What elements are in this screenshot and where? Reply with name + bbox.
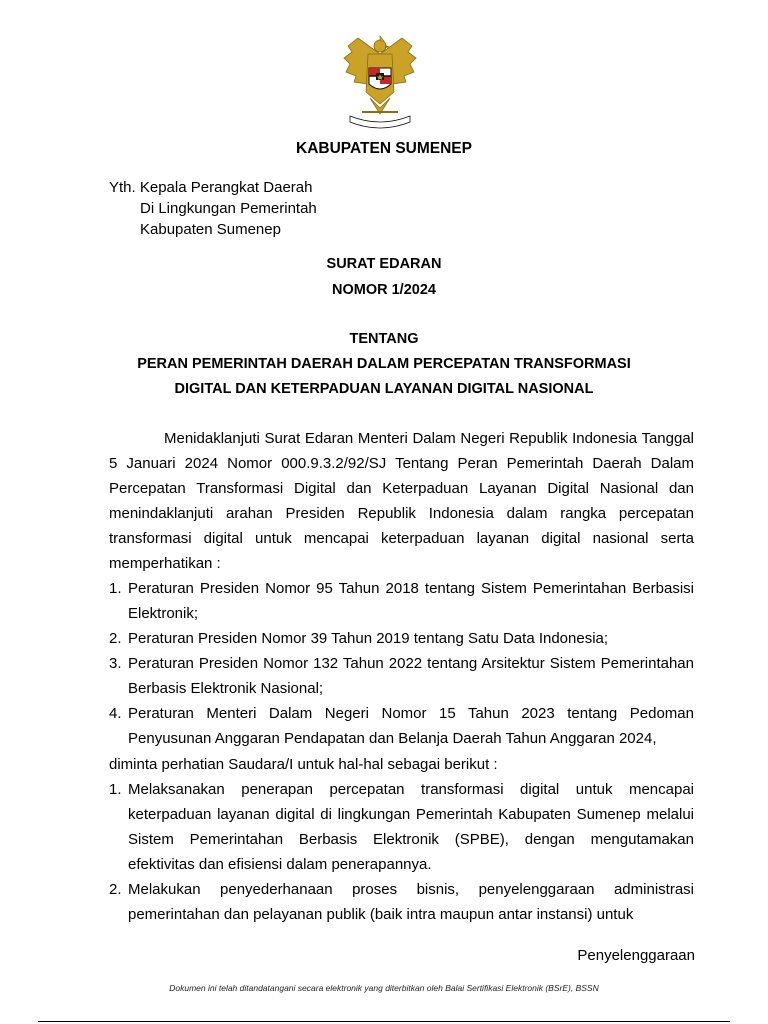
list-text: Peraturan Presiden Nomor 132 Tahun 2022 tentang Arsitektur Sistem Pemerintahan Berbasis Elektronik Nasional; xyxy=(128,655,694,697)
intro-text: Menidaklanjuti Surat Edaran Menteri Dalam Negeri Republik Indonesia Tanggal 5 Januari 2024 Nomor 000.9.3.2/92/SJ Tentang Peran Pemerintah Daerah Dalam Percepatan Transformasi Digital dan Keterpaduan Layanan Digital Nasional dan menindaklanjuti arahan Presiden Republik Indonesia dalam rangka percepatan transformasi digital untuk mencapai keterpaduan layanan digital nasional serta memperhatikan : xyxy=(109,430,694,572)
list-number: 1. xyxy=(109,580,122,597)
footer-divider xyxy=(38,1021,730,1022)
list-item xyxy=(109,626,694,651)
regency-title: KABUPATEN SUMENEP xyxy=(296,140,472,157)
addressee-line-1: Yth. Kepala Perangkat Daerah xyxy=(109,179,313,196)
addressee-line-2: Di Lingkungan Pemerintah xyxy=(140,200,317,217)
e-signature-note: Dokumen ini telah ditandatangani secara elektronik yang diterbitkan oleh Balai Sertifikasi Elektronik (BSrE), BSSN xyxy=(169,983,599,993)
list-text: Peraturan Presiden Nomor 95 Tahun 2018 tentang Sistem Pemerintahan Berbasisi Elektronik; xyxy=(128,580,694,622)
list-item xyxy=(109,576,694,626)
garuda-emblem-icon xyxy=(340,32,420,132)
subject-line-1: PERAN PEMERINTAH DAERAH DALAM PERCEPATAN TRANSFORMASI xyxy=(137,356,631,372)
list-text: Melakukan penyederhanaan proses bisnis, penyelenggaraan administrasi pemerintahan dan pelayanan publik (baik intra maupun antar instansi) untuk xyxy=(128,881,694,923)
considerations-list xyxy=(109,576,694,751)
list-item xyxy=(109,877,694,927)
list-item xyxy=(109,701,694,751)
page-catchword: Penyelenggaraan xyxy=(577,947,695,964)
list-number: 1. xyxy=(109,781,122,798)
document-number: NOMOR 1/2024 xyxy=(332,282,436,298)
list-text: Peraturan Presiden Nomor 39 Tahun 2019 tentang Satu Data Indonesia; xyxy=(128,630,609,647)
request-line: diminta perhatian Saudara/I untuk hal-hal sebagai berikut : xyxy=(109,756,498,773)
list-item xyxy=(109,777,694,877)
list-number: 3. xyxy=(109,655,122,672)
document-type: SURAT EDARAN xyxy=(326,256,442,272)
list-number: 2. xyxy=(109,630,122,647)
list-number: 2. xyxy=(109,881,122,898)
about-heading: TENTANG xyxy=(349,331,419,347)
intro-paragraph xyxy=(109,426,694,576)
addressee-line-3: Kabupaten Sumenep xyxy=(140,221,281,238)
list-number: 4. xyxy=(109,705,122,722)
list-text: Peraturan Menteri Dalam Negeri Nomor 15 Tahun 2023 tentang Pedoman Penyusunan Anggaran Pendapatan dan Belanja Daerah Tahun Anggaran 2024, xyxy=(128,705,694,747)
list-item xyxy=(109,651,694,701)
instructions-list xyxy=(109,777,694,927)
list-text: Melaksanakan penerapan percepatan transformasi digital untuk mencapai keterpaduan layanan digital di lingkungan Pemerintah Kabupaten Sumenep melalui Sistem Pemerintahan Berbasis Elektronik (SPBE), dengan mengutamakan efektivitas dan efisiensi dalam penerapannya. xyxy=(128,781,694,873)
addressee-block xyxy=(109,177,317,240)
subject-line-2: DIGITAL DAN KETERPADUAN LAYANAN DIGITAL NASIONAL xyxy=(174,381,594,397)
